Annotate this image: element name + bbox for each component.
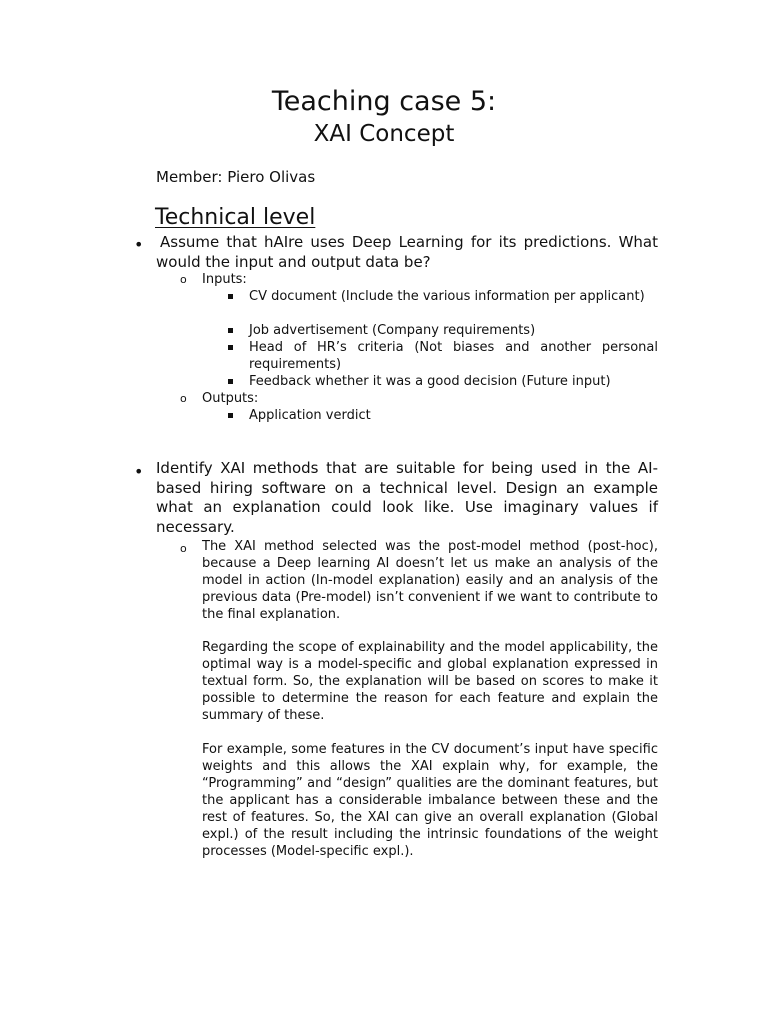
square-bullet-marker (228, 379, 233, 384)
square-bullet-marker (228, 328, 233, 333)
outputs-label: Outputs: (202, 391, 259, 406)
sub-bullet-marker: o (180, 392, 187, 405)
question-2-text: Identify XAI methods that are suitable for being used in the AI-based hiring software on a technical level. Design an example what an explanation could look like. Use imaginary values if necessary. (156, 459, 658, 536)
document-subtitle: XAI Concept (313, 121, 455, 147)
bullet-marker: • (134, 235, 144, 254)
input-item: Head of HR’s criteria (Not biases and another personal requirements) (249, 340, 658, 372)
output-item: Application verdict (249, 408, 371, 423)
document-title: Teaching case 5: (271, 86, 497, 117)
question-1-text: Assume that hAIre uses Deep Learning for its predictions. What would the input and output data be? (156, 233, 658, 271)
section-title: Technical level (155, 205, 316, 230)
square-bullet-marker (228, 294, 233, 299)
member-line: Member: Piero Olivas (156, 168, 316, 186)
sub-bullet-marker: o (180, 273, 187, 286)
inputs-label: Inputs: (202, 272, 247, 287)
sub-bullet-marker: o (180, 542, 187, 555)
answer-paragraph: The XAI method selected was the post-model method (post-hoc), because a Deep learning AI doesn’t let us make an analysis of the model in action (In-model explanation) easily and an analysis of the previous data (Pre-model) isn’t convenient if we want to contribute to the final explanation. (202, 539, 658, 622)
square-bullet-marker (228, 345, 233, 350)
square-bullet-marker (228, 413, 233, 418)
bullet-marker: • (134, 462, 144, 481)
answer-paragraph: Regarding the scope of explainability and the model applicability, the optimal way is a model-specific and global explanation expressed in textual form. So, the explanation will be based on scores to make it possible to determine the reason for each feature and explain the summary of these. (202, 640, 658, 723)
answer-paragraph: For example, some features in the CV document’s input have specific weights and this allows the XAI explain why, for example, the “Programming” and “design” qualities are the dominant features, but the applicant has a considerable imbalance between these and the rest of features. So, the XAI can give an overall explanation (Global expl.) of the result including the intrinsic foundations of the weight processes (Model-specific expl.). (202, 742, 658, 859)
input-item: CV document (Include the various information per applicant) (249, 289, 645, 304)
input-item: Job advertisement (Company requirements) (249, 323, 536, 338)
input-item: Feedback whether it was a good decision (Future input) (249, 374, 611, 389)
